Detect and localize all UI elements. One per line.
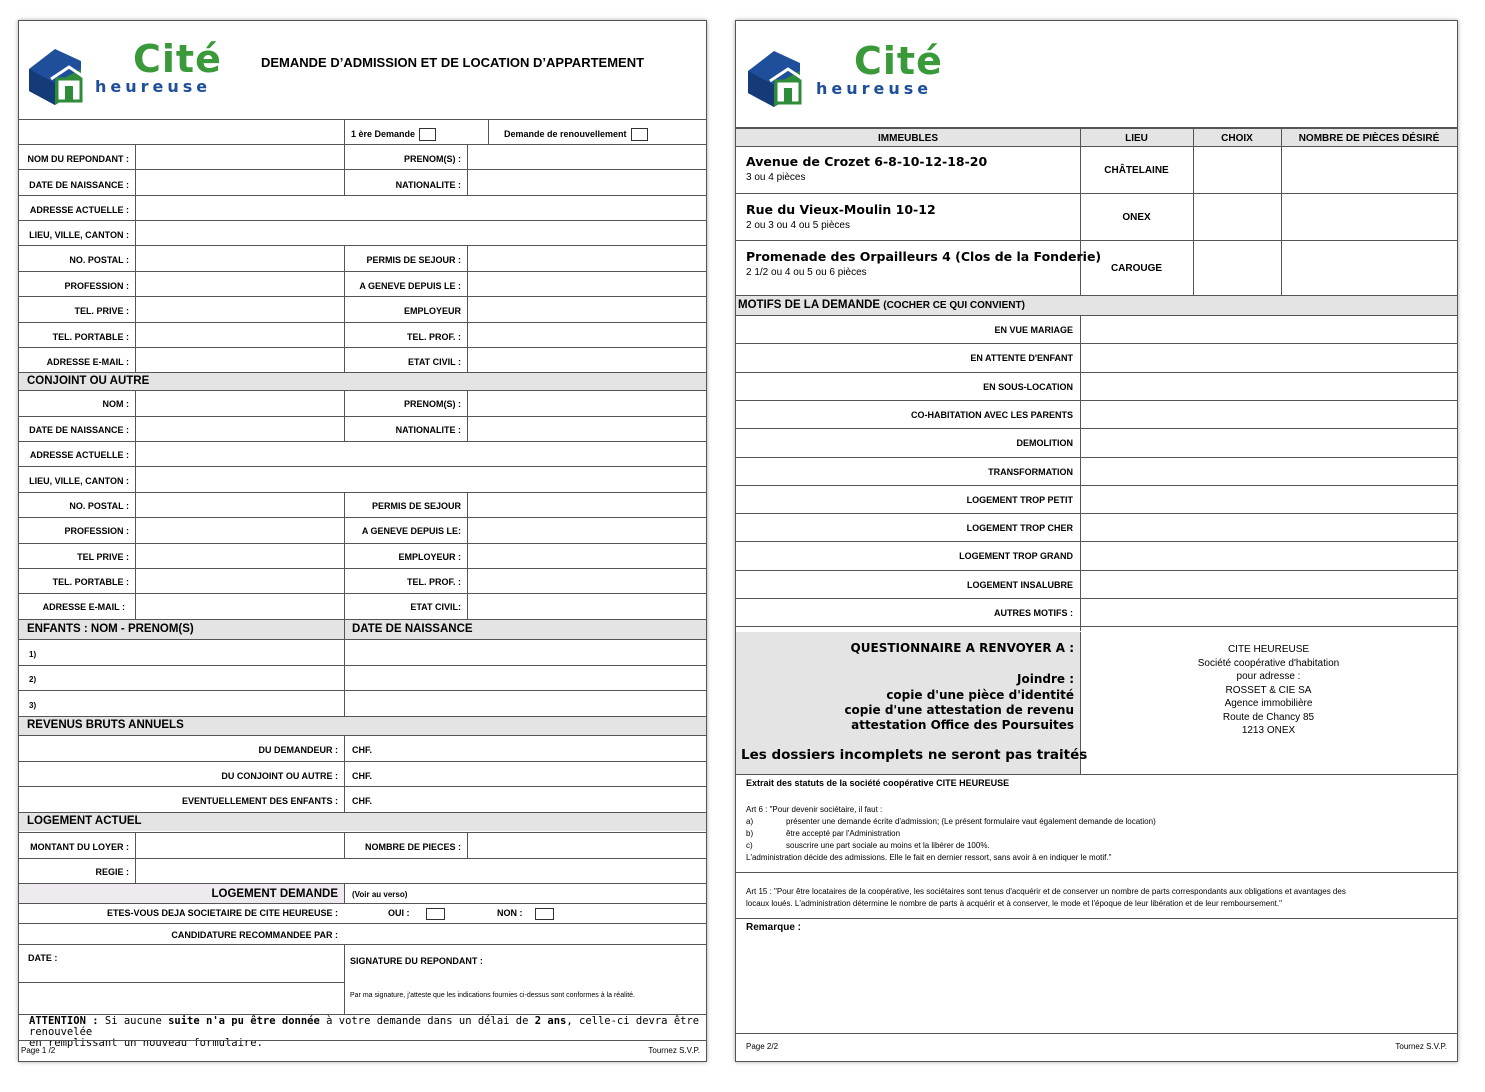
respondent-private-phone-field[interactable] [136,297,343,321]
article-6 [746,804,1156,864]
spouse-profession-label: PROFESSION : [64,526,129,536]
respondent-postal-field[interactable] [136,246,343,270]
article-15-line-2: locaux loués. L'administration détermine le nombre de parts à acquérir et à conserver, le mode et l'époque de leur libération et de leur remboursement." [746,899,1282,908]
building-2-name: Rue du Vieux-Moulin 10-12 [746,202,936,217]
motif-label: DEMOLITION [1016,438,1073,448]
respondent-work-phone-field[interactable] [468,323,706,347]
attach-list [844,688,1074,733]
article-6-end: L'administration décide des admissions. Elle le fait en dernier ressort, sans avoir à en indiquer le motif." [746,853,1112,862]
spouse-nationality-field[interactable] [468,417,706,441]
member-yes-checkbox[interactable] [426,908,445,920]
address-line-3: pour adresse : [1236,671,1301,682]
first-request-label: 1 ère Demande [351,129,416,139]
child-row-3-label: 3) [29,701,37,710]
respondent-geneva-since-label: A GENEVE DEPUIS LE : [359,281,461,291]
address-line-2: Société coopérative d'habitation [1197,657,1340,669]
respondent-firstname-field[interactable] [468,145,706,169]
spouse-email-field[interactable] [136,594,343,618]
spouse-postal-field[interactable] [136,493,343,517]
attention-text-1: Si aucune [98,1015,169,1027]
motif-check-cell[interactable] [1081,344,1457,371]
respondent-name-label: NOM DU REPONDANT : [27,154,129,164]
rent-label: MONTANT DU LOYER : [30,842,129,852]
income-section-header: REVENUS BRUTS ANNUELS [19,717,706,735]
spouse-city-label: LIEU, VILLE, CANTON : [29,476,129,486]
rooms-count-label: NOMBRE DE PIECES : [364,842,461,852]
spouse-birthdate-field[interactable] [136,417,343,441]
article-6-key-c: c) [746,841,753,850]
attention-text-4: en remplissant un nouveau formulaire. [29,1037,263,1049]
income-spouse-currency: CHF. [352,771,372,781]
respondent-employer-field[interactable] [468,297,706,321]
building-2-rooms: 2 ou 3 ou 4 ou 5 pièces [746,220,850,231]
member-no-checkbox[interactable] [535,908,554,920]
renewal-request-option[interactable] [504,128,648,141]
statutes-title: Extrait des statuts de la société coopérative CITE HEUREUSE [746,778,1010,788]
agency-label: REGIE : [95,867,129,877]
child-1-name-field[interactable] [49,640,343,664]
turn-over-2: Tournez S.V.P. [1395,1042,1447,1051]
first-request-checkbox[interactable] [419,128,436,141]
building-1-choice-cell[interactable] [1194,147,1280,193]
spouse-section-header: CONJOINT OU AUTRE [19,373,706,390]
spouse-geneva-since-label: A GENEVE DEPUIS LE: [361,526,461,536]
motif-check-cell[interactable] [1081,429,1457,456]
signature-note: Par ma signature, j'atteste que les indications fournies ci-dessus sont conformes à la réalité. [350,992,635,999]
member-no-option[interactable] [497,907,554,920]
attach-item-1: copie d'une pièce d'identité [886,688,1074,702]
renewal-request-checkbox[interactable] [631,128,648,141]
house-logo-icon [25,39,95,109]
spouse-employer-field[interactable] [468,544,706,568]
spouse-employer-label: EMPLOYEUR : [398,552,461,562]
building-3-rooms: 2 1/2 ou 4 ou 5 ou 6 pièces [746,267,867,278]
respondent-postal-label: NO. POSTAL : [69,255,129,265]
address-line-1: CITE HEUREUSE [1227,644,1310,655]
building-3-place: CAROUGE [1110,263,1163,274]
motif-row-divider [736,626,1457,627]
spouse-mobile-label: TEL. PORTABLE : [52,577,129,587]
motif-check-cell[interactable] [1081,401,1457,428]
income-applicant-field[interactable] [379,736,706,760]
attention-notice [29,1016,704,1049]
motif-label: TRANSFORMATION [988,467,1073,477]
motif-label: CO-HABITATION AVEC LES PARENTS [911,410,1073,420]
motif-label: LOGEMENT TROP CHER [966,523,1073,533]
children-name-header: ENFANTS : NOM - PRENOM(S) [27,623,194,635]
spouse-geneva-since-field[interactable] [468,518,706,542]
income-children-field[interactable] [379,787,706,811]
attention-bold-1: suite n'a pu être donnée [168,1015,320,1027]
respondent-birthdate-field[interactable] [136,170,343,194]
article-15-line-1: Art 15 : "Pour être locataires de la coopérative, les sociétaires sont tenus d'acquérir et de conserver un nombre de parts correspondants aux obligations et avantages des [746,887,1346,896]
income-spouse-field[interactable] [379,762,706,786]
respondent-geneva-since-field[interactable] [468,272,706,296]
child-2-name-field[interactable] [49,666,343,690]
motifs-note: (COCHER CE QUI CONVIENT) [883,300,1025,311]
building-2-rooms-cell[interactable] [1282,194,1457,240]
remarks-field[interactable] [736,937,1457,1032]
spouse-firstname-field[interactable] [468,391,706,415]
page-number-1: Page 1 /2 [21,1046,56,1055]
spouse-nationality-label: NATIONALITE : [395,425,461,435]
spouse-private-phone-field[interactable] [136,544,343,568]
child-2-birthdate-field[interactable] [345,666,706,690]
respondent-city-field[interactable] [136,221,706,245]
article-6-item-b: être accepté par l'Administration [786,829,901,838]
building-3-choice-cell[interactable] [1194,241,1280,294]
spouse-civil-status-label: ETAT CIVIL: [410,602,461,612]
renewal-request-label: Demande de renouvellement [504,129,627,139]
motif-check-cell[interactable] [1081,599,1457,626]
building-1-place: CHÂTELAINE [1104,165,1169,176]
address-line-7: 1213 ONEX [1241,725,1296,736]
respondent-email-field[interactable] [136,348,343,372]
member-yes-label: OUI : [388,908,410,918]
child-row-1-label: 1) [29,650,37,659]
building-2-place: ONEX [1122,212,1151,223]
child-1-birthdate-field[interactable] [345,640,706,664]
income-children-label: EVENTUELLEMENT DES ENFANTS : [181,796,338,806]
header-choice: CHOIX [1221,133,1253,144]
spouse-mobile-field[interactable] [136,569,343,593]
logo-name-bottom: heureuse [95,77,212,96]
respondent-private-phone-label: TEL. PRIVE : [74,306,129,316]
respondent-address-field[interactable] [136,196,706,220]
cite-heureuse-logo-2 [744,41,954,113]
date-extra-field[interactable] [19,983,344,1013]
housing-section-header: LOGEMENT ACTUEL [19,813,706,831]
attention-bold-2: 2 ans [534,1015,567,1027]
child-row-2-label: 2) [29,675,37,684]
spouse-postal-label: NO. POSTAL : [69,501,129,511]
house-logo-icon [744,41,814,111]
motif-label: LOGEMENT TROP GRAND [959,551,1073,561]
respondent-birthdate-label: DATE DE NAISSANCE : [29,180,129,190]
turn-over-1: Tournez S.V.P. [648,1046,700,1055]
motif-label: AUTRES MOTIFS : [994,608,1073,618]
rooms-count-field[interactable] [468,833,706,857]
respondent-permit-field[interactable] [468,246,706,270]
requested-housing-title: LOGEMENT DEMANDE [211,888,338,900]
article-15 [746,886,1346,910]
agency-field[interactable] [136,859,706,883]
form-page-2 [735,20,1458,1062]
member-yes-option[interactable] [388,907,445,920]
income-children-currency: CHF. [352,796,372,806]
logo-name-top: Cité [854,39,943,83]
first-request-option[interactable] [351,128,436,141]
income-spouse-label: DU CONJOINT OU AUTRE : [221,771,338,781]
header-place: LIEU [1125,133,1148,144]
motif-label: LOGEMENT TROP PETIT [966,495,1073,505]
spouse-address-field[interactable] [136,442,706,466]
article-6-item-c: souscrire une part sociale au moins et la libérer de 100%. [786,841,990,850]
respondent-firstname-label: PRENOM(S) : [404,154,461,164]
respondent-nationality-label: NATIONALITE : [395,180,461,190]
date-field[interactable] [19,945,344,981]
respondent-city-label: LIEU, VILLE, CANTON : [29,230,129,240]
mailing-address [1080,643,1457,738]
spouse-permit-label: PERMIS DE SEJOUR [371,501,461,511]
respondent-mobile-field[interactable] [136,323,343,347]
member-question-label: ETES-VOUS DEJA SOCIETAIRE DE CITE HEUREUSE : [106,908,338,918]
child-3-name-field[interactable] [49,691,343,715]
article-6-key-a: a) [746,817,754,826]
respondent-employer-label: EMPLOYEUR [403,306,461,316]
attention-text-2: à votre demande dans un délai de [319,1015,535,1027]
children-date-header: DATE DE NAISSANCE [352,623,473,635]
member-no-label: NON : [497,908,523,918]
attention-label: ATTENTION : [29,1015,99,1027]
rent-field[interactable] [136,833,343,857]
article-6-key-b: b) [746,829,754,838]
spouse-work-phone-field[interactable] [468,569,706,593]
respondent-address-label: ADRESSE ACTUELLE : [29,205,129,215]
article-6-intro: Art 6 : "Pour devenir sociétaire, il faut : [746,805,883,814]
spouse-city-field[interactable] [136,467,706,491]
children-section-header [19,620,706,639]
header-rooms: NOMBRE DE PIÈCES DÉSIRÉ [1298,133,1440,144]
logo-name-top: Cité [133,37,222,81]
form-page-1 [18,20,707,1062]
building-2-choice-cell[interactable] [1194,194,1280,240]
respondent-mobile-label: TEL. PORTABLE : [52,332,129,342]
respondent-work-phone-label: TEL. PROF. : [407,332,461,342]
recommended-by-label: CANDIDATURE RECOMMANDEE PAR : [171,930,338,940]
cite-heureuse-logo [25,39,225,111]
remarks-label: Remarque : [746,922,802,933]
address-line-5: Agence immobilière [1224,698,1313,709]
attach-item-2: copie d'une attestation de revenu [844,703,1074,717]
attach-item-3: attestation Office des Poursuites [851,718,1074,732]
income-applicant-label: DU DEMANDEUR : [258,745,338,755]
spouse-firstname-label: PRENOM(S) : [404,399,461,409]
respondent-profession-field[interactable] [136,272,343,296]
recommended-by-field[interactable] [345,924,706,944]
motif-check-cell[interactable] [1081,514,1457,541]
respondent-email-label: ADRESSE E-MAIL : [46,357,129,367]
motif-check-cell[interactable] [1081,373,1457,400]
spouse-private-phone-label: TEL PRIVE : [77,552,129,562]
respondent-civil-status-field[interactable] [468,348,706,372]
spouse-name-label: NOM : [102,399,129,409]
logo-name-bottom: heureuse [816,79,933,98]
questionnaire-title: QUESTIONNAIRE A RENVOYER A : [850,641,1074,655]
signature-label: SIGNATURE DU REPONDANT : [350,956,483,966]
incomplete-notice: Les dossiers incomplets ne seront pas traités [741,747,1088,763]
respondent-nationality-field[interactable] [468,170,706,194]
building-1-rooms: 3 ou 4 pièces [746,172,806,183]
attach-title: Joindre : [1017,672,1074,686]
income-applicant-currency: CHF. [352,745,372,755]
motifs-header [736,296,1457,315]
motif-check-cell[interactable] [1081,571,1457,598]
motif-check-cell[interactable] [1081,316,1457,343]
address-line-4: ROSSET & CIE SA [1225,684,1312,696]
respondent-civil-status-label: ETAT CIVIL : [408,357,461,367]
spouse-birthdate-label: DATE DE NAISSANCE : [29,425,129,435]
spouse-name-field[interactable] [136,391,343,415]
building-1-rooms-cell[interactable] [1282,147,1457,193]
motifs-title: MOTIFS DE LA DEMANDE [738,299,881,311]
spouse-civil-status-field[interactable] [468,594,706,618]
spouse-profession-field[interactable] [136,518,343,542]
motif-label: LOGEMENT INSALUBRE [966,580,1073,590]
child-3-birthdate-field[interactable] [345,691,706,715]
page-number-2: Page 2/2 [746,1042,779,1051]
building-1-name: Avenue de Crozet 6-8-10-12-18-20 [746,154,988,169]
motif-label: EN VUE MARIAGE [994,325,1073,335]
spouse-address-label: ADRESSE ACTUELLE : [29,450,129,460]
spouse-work-phone-label: TEL. PROF. : [407,577,461,587]
signature-field[interactable] [345,971,706,991]
address-line-6: Route de Chancy 85 [1222,711,1315,723]
building-3-name: Promenade des Orpailleurs 4 (Clos de la Fonderie) [746,249,1102,264]
building-3-rooms-cell[interactable] [1282,241,1457,294]
header-buildings: IMMEUBLES [878,133,938,144]
motif-check-cell[interactable] [1081,542,1457,569]
respondent-name-field[interactable] [136,145,343,169]
motif-check-cell[interactable] [1081,486,1457,513]
motif-label: EN SOUS-LOCATION [983,382,1073,392]
requested-housing-note: (Voir au verso) [352,890,408,899]
date-label: DATE : [28,953,58,963]
respondent-permit-label: PERMIS DE SEJOUR : [366,255,461,265]
motif-label: EN ATTENTE D'ENFANT [970,353,1073,363]
article-6-item-a: présenter une demande écrite d'admission; (Le présent formulaire vaut également demande de location) [786,817,1156,826]
spouse-permit-field[interactable] [468,493,706,517]
motif-check-cell[interactable] [1081,458,1457,485]
page-title: DEMANDE D’ADMISSION ET DE LOCATION D’APPARTEMENT [261,55,645,70]
attention-text-3: , celle-ci devra être renouvelée [29,1015,700,1038]
respondent-profession-label: PROFESSION : [64,281,129,291]
spouse-email-label: ADRESSE E-MAIL : [42,602,125,612]
